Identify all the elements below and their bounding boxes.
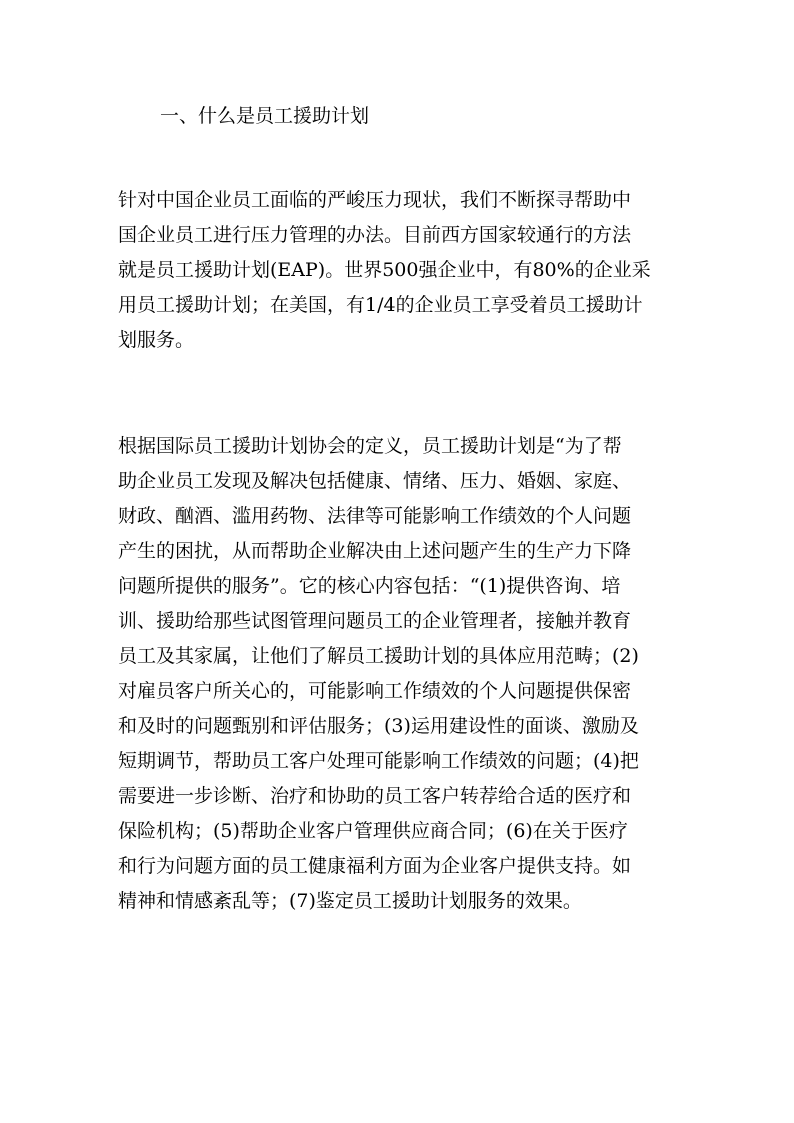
text-line: 产生的困扰，从而帮助企业解决由上述问题产生的生产力下降 [118, 540, 632, 562]
text-line: 针对中国企业员工面临的严峻压力现状，我们不断探寻帮助中 [118, 189, 632, 211]
text-line: 和行为问题方面的员工健康福利方面为企业客户提供支持。如 [118, 855, 632, 877]
text-line: 对雇员客户所关心的，可能影响工作绩效的个人问题提供保密 [118, 680, 632, 702]
text-line: 训、援助给那些试图管理问题员工的企业管理者，接触并教育 [118, 610, 632, 632]
paragraph-eap-intro [118, 183, 678, 358]
text-line: 国企业员工进行压力管理的办法。目前西方国家较通行的方法 [118, 224, 632, 246]
text-line: 员工及其家属，让他们了解员工援助计划的具体应用范畴；(2) [118, 645, 639, 667]
text-line: 和及时的问题甄别和评估服务；(3)运用建设性的面谈、激励及 [118, 715, 639, 737]
paragraph-eap-definition [118, 429, 678, 919]
text-line: 用员工援助计划；在美国，有1/4的企业员工享受着员工援助计 [118, 294, 643, 316]
text-line: 助企业员工发现及解决包括健康、情绪、压力、婚姻、家庭、 [118, 470, 632, 492]
text-line: 根据国际员工援助计划协会的定义，员工援助计划是“为了帮 [118, 435, 622, 457]
text-line: 保险机构；(5)帮助企业客户管理供应商合同；(6)在关于医疗 [118, 820, 628, 842]
text-line: 财政、酗酒、滥用药物、法律等可能影响工作绩效的个人问题 [118, 505, 632, 527]
text-line: 精神和情感紊乱等；(7)鉴定员工援助计划服务的效果。 [118, 890, 582, 912]
text-line: 需要进一步诊断、治疗和协助的员工客户转荐给合适的医疗和 [118, 785, 632, 807]
text-line: 就是员工援助计划(EAP)。世界500强企业中，有80%的企业采 [118, 259, 651, 281]
text-line: 短期调节，帮助员工客户处理可能影响工作绩效的问题；(4)把 [118, 750, 639, 772]
text-line: 划服务。 [118, 329, 195, 351]
text-line: 问题所提供的服务”。它的核心内容包括：“(1)提供咨询、培 [118, 575, 621, 597]
section-heading: 一、什么是员工援助计划 [160, 105, 370, 127]
